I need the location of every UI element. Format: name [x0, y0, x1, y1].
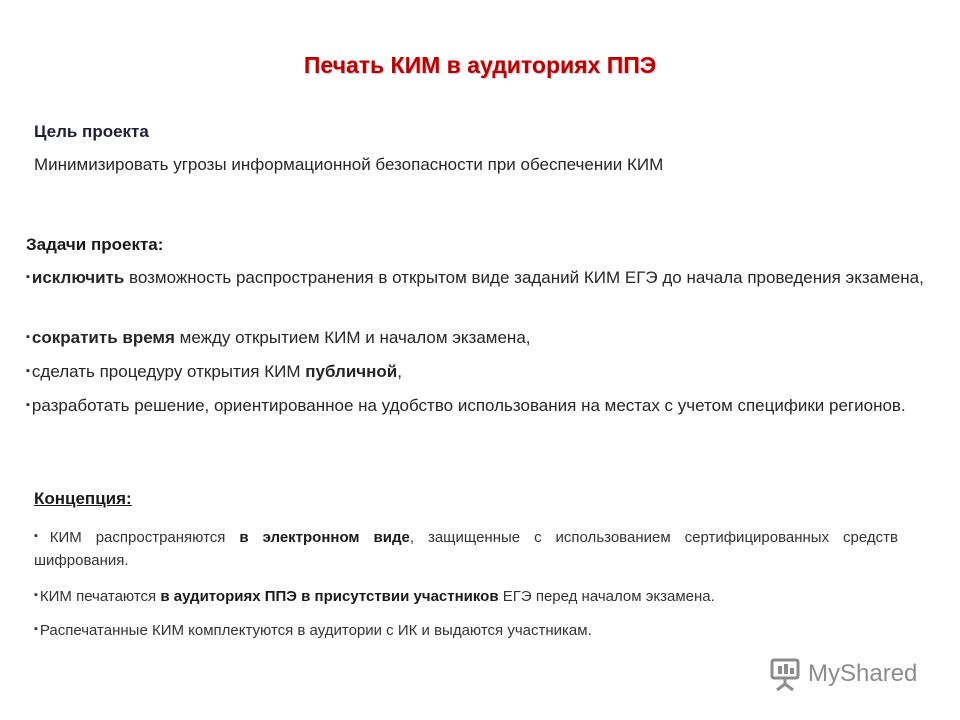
task-item: ▪ сделать процедуру открытия КИМ публичной, [26, 362, 402, 381]
task-item: ▪ разработать решение, ориентированное на удобство использования на местах с учетом специфики регионов. [26, 396, 906, 415]
bullet-icon: ▪ [34, 623, 38, 635]
goal-heading: Цель проекта [34, 122, 149, 141]
tasks-heading: Задачи проекта: [26, 235, 164, 254]
task-emphasis: исключить [31, 268, 125, 287]
concept-heading: Концепция: [34, 489, 132, 508]
concept-item: ▪ КИМ распространяются в электронном виде, защищенные с использованием сертифицированных средств шифрования. [34, 529, 899, 569]
concept-item: ▪ КИМ печатаются в аудиториях ППЭ в присутствии участников ЕГЭ перед началом экзамена. [34, 588, 715, 605]
bullet-icon: ▪ [34, 589, 38, 601]
slide-title: Печать КИМ в аудиториях ППЭ [303, 52, 657, 78]
task-emphasis: публичной [305, 362, 398, 381]
watermark [768, 656, 917, 692]
bullet-icon: ▪ [26, 399, 30, 411]
watermark-text: MyShared [808, 660, 918, 687]
bullet-icon: ▪ [26, 331, 30, 343]
bullet-icon: ▪ [34, 530, 48, 542]
task-item: ▪ исключить возможность распространения в открытом виде заданий КИМ ЕГЭ до начала проведения экзамена, [26, 268, 924, 287]
concept-emphasis: в аудиториях ППЭ в присутствии участников [160, 588, 499, 605]
task-item: ▪ сократить время между открытием КИМ и началом экзамена, [26, 328, 531, 347]
bullet-icon: ▪ [26, 365, 30, 377]
concept-item: ▪ Распечатанные КИМ комплектуются в аудитории с ИК и выдаются участникам. [34, 622, 592, 639]
goal-text: Минимизировать угрозы информационной безопасности при обеспечении КИМ [34, 155, 664, 174]
task-emphasis: сократить время [31, 328, 175, 347]
presentation-icon [768, 656, 802, 692]
concept-emphasis: в электронном виде [239, 529, 410, 546]
bullet-icon: ▪ [26, 271, 30, 283]
